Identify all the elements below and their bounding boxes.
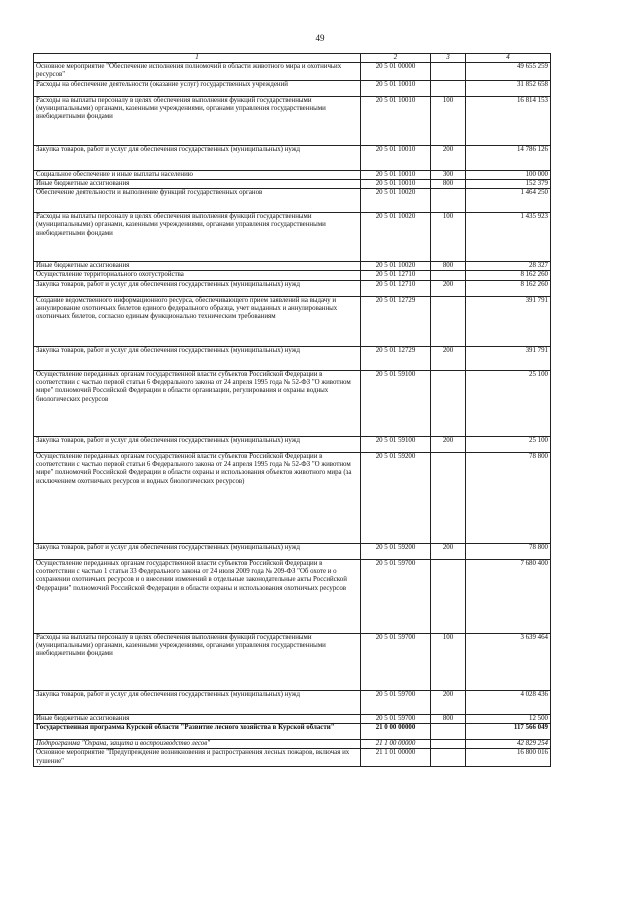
row-name-cell: Закупка товаров, работ и услуг для обеспечения государственных (муниципальных) нужд	[34, 280, 361, 296]
row-expense-type-cell	[431, 189, 466, 213]
row-code-cell: 20 5 01 59200	[361, 452, 431, 543]
row-expense-type-cell	[431, 452, 466, 543]
row-name-cell: Иные бюджетные ассигнования	[34, 714, 361, 723]
row-name-cell: Расходы на выплаты персоналу в целях обеспечения выполнения функций государственными (муниципальными) органами, казенными учреждениями, органами управления государственными внебюджетными фондами	[34, 96, 361, 145]
row-amount-cell: 78 800	[466, 452, 551, 543]
row-code-cell: 20 5 01 59700	[361, 714, 431, 723]
table-row	[34, 170, 551, 179]
table-row	[34, 370, 551, 436]
table-row	[34, 213, 551, 262]
row-expense-type-cell: 100	[431, 213, 466, 262]
row-name-cell: Закупка товаров, работ и услуг для обеспечения государственных (муниципальных) нужд	[34, 690, 361, 714]
row-expense-type-cell: 100	[431, 633, 466, 690]
table-row	[34, 749, 551, 767]
row-amount-cell: 4 028 436	[466, 690, 551, 714]
table-row	[34, 145, 551, 170]
row-expense-type-cell: 800	[431, 714, 466, 723]
table-row	[34, 262, 551, 271]
row-expense-type-cell: 200	[431, 280, 466, 296]
table-row	[34, 271, 551, 280]
row-name-cell: Осуществление переданных органам государственной власти субъектов Российской Федерации в соответствии с частью 1 статьи 33 Федерального закона от 24 июля 2009 года № 209-ФЗ "Об охоте и о сохранении охотничьих ресурсов и о внесении изменений в отдельные законодательные акты Российской Федерации" полномочий Российской Федерации в области охраны и использования охотничьих ресурсов	[34, 559, 361, 633]
row-code-cell: 20 5 01 12729	[361, 296, 431, 346]
row-name-cell: Закупка товаров, работ и услуг для обеспечения государственных (муниципальных) нужд	[34, 436, 361, 452]
row-code-cell: 21 1 01 00000	[361, 749, 431, 767]
row-code-cell: 20 5 01 10020	[361, 213, 431, 262]
column-header-4: 4	[466, 54, 551, 63]
row-code-cell: 21 1 00 00000	[361, 740, 431, 749]
column-header-2: 2	[361, 54, 431, 63]
row-code-cell: 20 5 01 59700	[361, 633, 431, 690]
row-amount-cell: 8 162 260	[466, 280, 551, 296]
budget-table	[33, 53, 551, 767]
table-row	[34, 189, 551, 213]
row-name-cell: Создание ведомственного информационного ресурса, обеспечивающего прием заявлений на выдачу и аннулирование охотничьих билетов единого федерального образца, учет выданных и аннулированных охотничьих билетов, согласно единым функционально техническим требованиям	[34, 296, 361, 346]
table-row	[34, 346, 551, 370]
table-row	[34, 714, 551, 723]
row-expense-type-cell	[431, 63, 466, 81]
row-amount-cell: 152 379	[466, 179, 551, 188]
row-amount-cell: 42 829 254	[466, 740, 551, 749]
row-expense-type-cell: 200	[431, 145, 466, 170]
row-code-cell: 20 5 01 59200	[361, 543, 431, 559]
row-name-cell: Осуществление территориального охотустройства	[34, 271, 361, 280]
table-row	[34, 80, 551, 96]
row-code-cell: 20 5 01 59100	[361, 370, 431, 436]
row-name-cell: Подпрограмма "Охрана, защита и воспроизводство лесов"	[34, 740, 361, 749]
row-amount-cell: 14 786 126	[466, 145, 551, 170]
row-expense-type-cell	[431, 370, 466, 436]
table-row	[34, 452, 551, 543]
row-amount-cell: 16 814 153	[466, 96, 551, 145]
row-code-cell: 20 5 01 10010	[361, 179, 431, 188]
row-amount-cell: 8 162 260	[466, 271, 551, 280]
table-row	[34, 633, 551, 690]
row-expense-type-cell	[431, 724, 466, 740]
row-name-cell: Основное мероприятие "Предупреждение возникновения и распространения лесных пожаров, включая их тушение"	[34, 749, 361, 767]
row-expense-type-cell	[431, 271, 466, 280]
table-row	[34, 96, 551, 145]
row-amount-cell: 1 464 250	[466, 189, 551, 213]
table-row	[34, 724, 551, 740]
table-row	[34, 559, 551, 633]
row-amount-cell: 7 680 400	[466, 559, 551, 633]
row-amount-cell: 391 791	[466, 296, 551, 346]
row-expense-type-cell	[431, 296, 466, 346]
row-amount-cell: 100 000	[466, 170, 551, 179]
row-name-cell: Расходы на выплаты персоналу в целях обеспечения выполнения функций государственными (муниципальными) органами, казенными учреждениями, органами управления государственными внебюджетными фондами	[34, 633, 361, 690]
row-name-cell: Расходы на обеспечение деятельности (оказание услуг) государственных учреждений	[34, 80, 361, 96]
row-code-cell: 20 5 01 00000	[361, 63, 431, 81]
row-code-cell: 20 5 01 12710	[361, 280, 431, 296]
row-name-cell: Осуществление переданных органам государственной власти субъектов Российской Федерации в соответствии с частью первой статьи 6 Федерального закона от 24 апреля 1995 года № 52-ФЗ "О животном мире" полномочий Российской Федерации в области охраны и использования объектов животного мира (за исключением охотничьих ресурсов и водных биологических ресурсов)	[34, 452, 361, 543]
row-name-cell: Государственная программа Курской области "Развитие лесного хозяйства в Курской области"	[34, 724, 361, 740]
row-expense-type-cell: 200	[431, 346, 466, 370]
table-row	[34, 436, 551, 452]
row-name-cell: Закупка товаров, работ и услуг для обеспечения государственных (муниципальных) нужд	[34, 145, 361, 170]
table-row	[34, 543, 551, 559]
row-code-cell: 20 5 01 10010	[361, 145, 431, 170]
row-amount-cell: 49 655 259	[466, 63, 551, 81]
row-amount-cell: 16 800 016	[466, 749, 551, 767]
row-code-cell: 21 0 00 00000	[361, 724, 431, 740]
table-row	[34, 280, 551, 296]
row-amount-cell: 25 100	[466, 436, 551, 452]
row-name-cell: Основное мероприятие "Обеспечение исполнения полномочий в области животного мира и охотничьих ресурсов"	[34, 63, 361, 81]
row-code-cell: 20 5 01 10010	[361, 96, 431, 145]
table-row	[34, 296, 551, 346]
row-name-cell: Закупка товаров, работ и услуг для обеспечения государственных (муниципальных) нужд	[34, 543, 361, 559]
row-amount-cell: 31 852 658	[466, 80, 551, 96]
row-expense-type-cell	[431, 740, 466, 749]
table-header-row	[34, 54, 551, 63]
row-code-cell: 20 5 01 12710	[361, 271, 431, 280]
row-amount-cell: 12 500	[466, 714, 551, 723]
page-number: 49	[315, 33, 325, 43]
row-code-cell: 20 5 01 59700	[361, 559, 431, 633]
row-name-cell: Осуществление переданных органам государственной власти субъектов Российской Федерации в соответствии с частью первой статьи 6 Федерального закона от 24 апреля 1995 года № 52-ФЗ "О животном мире" полномочий Российской Федерации в области организации, регулирования и охраны водных биологических ресурсов	[34, 370, 361, 436]
row-amount-cell: 28 327	[466, 262, 551, 271]
row-expense-type-cell: 200	[431, 543, 466, 559]
row-amount-cell: 78 800	[466, 543, 551, 559]
table-row	[34, 63, 551, 81]
row-expense-type-cell: 100	[431, 96, 466, 145]
row-amount-cell: 391 791	[466, 346, 551, 370]
row-expense-type-cell: 300	[431, 170, 466, 179]
row-expense-type-cell	[431, 80, 466, 96]
row-amount-cell: 3 639 464	[466, 633, 551, 690]
row-code-cell: 20 5 01 59700	[361, 690, 431, 714]
row-name-cell: Закупка товаров, работ и услуг для обеспечения государственных (муниципальных) нужд	[34, 346, 361, 370]
row-name-cell: Социальное обеспечение и иные выплаты населению	[34, 170, 361, 179]
row-expense-type-cell	[431, 559, 466, 633]
row-expense-type-cell: 200	[431, 690, 466, 714]
row-expense-type-cell	[431, 749, 466, 767]
row-amount-cell: 1 435 923	[466, 213, 551, 262]
row-code-cell: 20 5 01 10020	[361, 262, 431, 271]
table-row	[34, 740, 551, 749]
row-amount-cell: 25 100	[466, 370, 551, 436]
row-code-cell: 20 5 01 59100	[361, 436, 431, 452]
row-code-cell: 20 5 01 10020	[361, 189, 431, 213]
row-expense-type-cell: 200	[431, 436, 466, 452]
row-expense-type-cell: 800	[431, 179, 466, 188]
column-header-3: 3	[431, 54, 466, 63]
row-amount-cell: 117 566 049	[466, 724, 551, 740]
column-header-1: 1	[34, 54, 361, 63]
row-name-cell: Расходы на выплаты персоналу в целях обеспечения выполнения функций государственными (муниципальными) органами, казенными учреждениями, органами управления государственными внебюджетными фондами	[34, 213, 361, 262]
row-name-cell: Иные бюджетные ассигнования	[34, 179, 361, 188]
row-name-cell: Иные бюджетные ассигнования	[34, 262, 361, 271]
table-row	[34, 179, 551, 188]
row-code-cell: 20 5 01 10010	[361, 170, 431, 179]
table-row	[34, 690, 551, 714]
row-expense-type-cell: 800	[431, 262, 466, 271]
row-name-cell: Обеспечение деятельности и выполнение функций государственных органов	[34, 189, 361, 213]
row-code-cell: 20 5 01 12729	[361, 346, 431, 370]
row-code-cell: 20 5 01 10010	[361, 80, 431, 96]
